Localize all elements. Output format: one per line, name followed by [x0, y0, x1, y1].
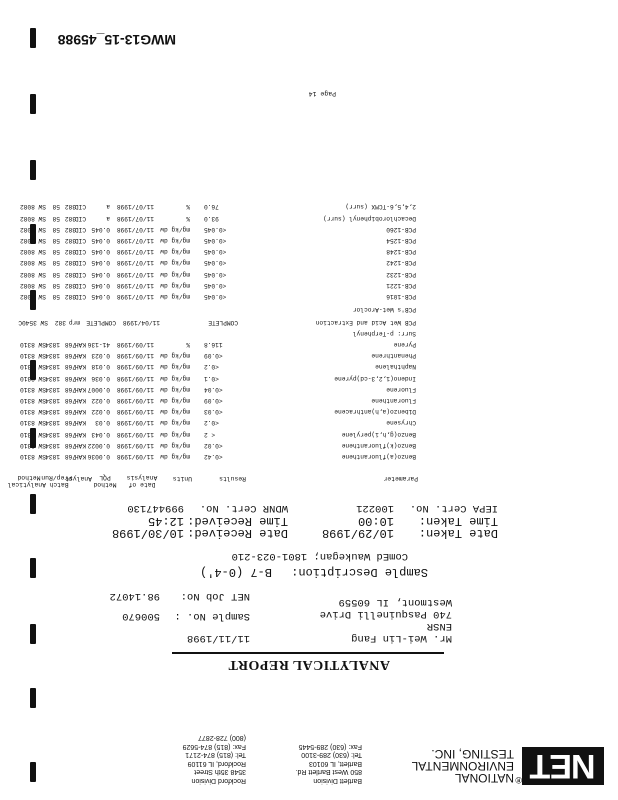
cell-param: Decachlorobiphenyl (surr) — [323, 214, 416, 222]
cell-param: Benzo(g,h,i)perylene — [341, 430, 416, 438]
cell-param: Chrysene — [386, 419, 416, 427]
cell-run: 1834 — [45, 419, 60, 427]
table-row — [0, 268, 618, 278]
cell-analytical-method: SW 8082 — [20, 281, 46, 289]
cell-run: 1834 — [45, 352, 60, 360]
cell-analysis-date: 11/07/1998 — [116, 281, 154, 289]
cell-analytical-method: SW 8310 — [20, 374, 46, 382]
address-line: Tel: (630) 289-3100 — [301, 751, 362, 759]
cell-units: mg/kg dw — [160, 441, 190, 449]
address-line: 3548 35th Street — [194, 768, 246, 776]
cell-analysis-date: 11/09/1998 — [116, 352, 154, 360]
cell-analytical-method: SW 8082 — [20, 237, 46, 244]
cell-result: <0.09 — [204, 352, 223, 360]
address-line: Bartlett Division — [313, 777, 362, 784]
cell-batch: 768 — [64, 352, 76, 360]
cell-analysis-date: 11/07/1998 — [116, 214, 154, 222]
time-taken-label: Time Taken: — [418, 514, 498, 528]
table-row — [0, 394, 618, 404]
cell-method-pql: 0.045 — [91, 259, 110, 267]
cell-run: 58 — [52, 237, 60, 244]
cell-units: % — [186, 341, 190, 348]
cell-param: PCB-1242 — [386, 259, 416, 267]
cell-result: <0.03 — [204, 408, 223, 416]
cell-units: mg/kg dw — [160, 363, 190, 371]
time-taken: 10:00 — [357, 514, 394, 528]
cell-analysis-date: 11/07/1998 — [116, 248, 154, 256]
pcb-extraction-batch: 382 — [54, 319, 66, 326]
address-line: 850 West Bartlett Rd. — [295, 768, 362, 776]
cell-method-pql: 0.03 — [95, 419, 110, 427]
cell-units: % — [186, 214, 190, 222]
cell-analysis-date: 11/07/1998 — [116, 259, 154, 267]
cell-batch: 768 — [64, 374, 76, 382]
cell-analysis-date: 11/07/1998 — [116, 203, 154, 211]
binder-hole-mark — [30, 624, 36, 644]
address-line: Rockford Division — [191, 777, 246, 784]
cell-units: mg/kg dw — [160, 453, 190, 460]
pcb-extraction-analyst: mrp — [68, 319, 80, 326]
registered-mark: ® — [515, 775, 522, 785]
cell-param: Dibenzo(a,h)anthracene — [334, 408, 416, 416]
cell-units: mg/kg dw — [160, 225, 190, 233]
table-row — [0, 245, 618, 255]
cell-analytical-method: SW 8082 — [20, 214, 46, 222]
cell-run: 58 — [52, 281, 60, 289]
sample-no: 500670 — [122, 610, 160, 622]
table-row — [0, 200, 618, 210]
cell-result: <0.045 — [204, 225, 227, 233]
cell-analysis-date: 11/07/1998 — [116, 225, 154, 233]
address-line: Rockford, IL 61109 — [187, 759, 246, 767]
table-row — [0, 360, 618, 370]
cell-units: mg/kg dw — [160, 397, 190, 404]
pcb-extraction-date: 11/04/1998 — [122, 319, 160, 326]
cell-run: 1834 — [45, 397, 60, 404]
cell-analysis-date: 11/07/1998 — [116, 237, 154, 244]
cell-analytical-method: SW 8082 — [20, 293, 46, 300]
header-parameter: Parameter — [383, 475, 418, 482]
cell-run: 58 — [52, 214, 60, 222]
pcb-extraction-result: COMPLETE — [208, 319, 238, 326]
cell-analyst: CID — [74, 270, 86, 278]
cell-run: 1834 — [45, 363, 60, 371]
cell-method-pql: 0.022 — [91, 408, 110, 416]
cell-result: 93.0 — [204, 214, 219, 222]
cell-analytical-method: SW 8310 — [20, 363, 46, 371]
report-title: ANALYTICAL REPORT — [228, 657, 390, 672]
cell-units: mg/kg dw — [160, 385, 190, 393]
cell-batch: 382 — [64, 281, 76, 289]
cell-method-pql: 0.045 — [91, 281, 110, 289]
cell-method-pql: 0.018 — [91, 363, 110, 371]
header-units: Units — [172, 475, 192, 482]
binder-hole-mark — [30, 688, 36, 708]
cell-analysis-date: 11/09/1998 — [116, 453, 154, 460]
cell-analytical-method: SW 8310 — [20, 408, 46, 416]
header-method-pql: Method PQL — [93, 474, 117, 488]
description-project: ComEd Waukegan; 1801-023-210 — [231, 550, 408, 562]
cell-batch: 768 — [64, 397, 76, 404]
cell-param: PCB-1260 — [386, 225, 416, 233]
table-row — [0, 439, 618, 449]
cell-analytical-method: SW 8082 — [20, 259, 46, 267]
cell-batch: 382 — [64, 248, 76, 256]
cell-run: 58 — [52, 270, 60, 278]
cell-units: mg/kg dw — [160, 352, 190, 360]
cell-analytical-method: SW 8310 — [20, 397, 46, 404]
table-row — [0, 428, 618, 438]
company-name — [412, 748, 514, 784]
company-name-line: ENVIRONMENTAL — [411, 759, 514, 773]
address-line: (800) 728-2877 — [198, 734, 246, 742]
cell-param: PCB-1221 — [386, 281, 416, 289]
cell-analysis-date: 11/09/1998 — [116, 374, 154, 382]
cell-run: 58 — [52, 225, 60, 233]
cell-analyst: CID — [74, 225, 86, 233]
cell-run: 1834 — [45, 408, 60, 416]
cell-analysis-date: 11/07/1998 — [116, 270, 154, 278]
recipient-name: Mr. Wei-Lin Fang — [351, 632, 452, 644]
cell-analysis-date: 11/09/1998 — [116, 419, 154, 427]
cell-analyst: CID — [74, 259, 86, 267]
company-name-line: NATIONAL — [454, 771, 514, 785]
cell-method-pql: 0.045 — [91, 293, 110, 300]
table-row — [0, 349, 618, 359]
company-name-line: TESTING, INC. — [431, 747, 514, 761]
wdnr-cert-no: 999447130 — [127, 502, 184, 514]
table-row — [0, 212, 618, 222]
cell-method-pql: 0.045 — [91, 248, 110, 256]
table-row — [0, 383, 618, 393]
office-address-bartlett — [296, 741, 362, 784]
cell-batch: 768 — [64, 430, 76, 438]
cell-analyst: KAH — [74, 397, 86, 404]
pcb-extraction-param: PCB Wet Acid and Extraction — [315, 319, 416, 326]
binder-hole-mark — [30, 762, 36, 782]
cell-result: <0.2 — [204, 363, 219, 371]
job-no: 98.14072 — [109, 590, 160, 602]
cell-analyst: KAH — [74, 441, 86, 449]
cell-run: 1834 — [45, 441, 60, 449]
cell-batch: 382 — [64, 203, 76, 211]
cell-result: 76.0 — [204, 203, 219, 211]
cell-result: <0.045 — [204, 259, 227, 267]
cell-run: 58 — [52, 248, 60, 256]
cell-result: <0.09 — [204, 397, 223, 404]
cell-analyst: KAH — [74, 453, 86, 460]
cell-param: Fluorene — [386, 385, 416, 393]
table-row — [0, 279, 618, 289]
cell-method-pql: 0.045 — [91, 225, 110, 233]
cell-units: mg/kg dw — [160, 293, 190, 300]
cell-analyst: KAH — [74, 352, 86, 360]
table-row — [0, 234, 618, 244]
cell-run: 1834 — [45, 341, 60, 348]
table-row — [0, 223, 618, 233]
table-row — [0, 450, 618, 460]
cell-method-pql: 0.045 — [91, 270, 110, 278]
table-row — [0, 416, 618, 426]
cell-units: mg/kg dw — [160, 430, 190, 438]
cell-analyst: CID — [74, 293, 86, 300]
cell-units: mg/kg dw — [160, 281, 190, 289]
cell-method-pql: 0.022 — [91, 397, 110, 404]
cell-method-pql: 0.036 — [91, 374, 110, 382]
pcb-extraction-method: SW 3540C — [18, 319, 48, 326]
cell-method-pql: 0.0022 — [87, 441, 110, 449]
cell-analyst: KAH — [74, 408, 86, 416]
cell-analyst: CID — [74, 214, 86, 222]
cell-method-pql: 0.023 — [91, 352, 110, 360]
cell-result: <0.02 — [204, 441, 223, 449]
page-label: Page 14 — [308, 90, 336, 97]
cell-analyst: CID — [74, 248, 86, 256]
cell-batch: 768 — [64, 453, 76, 460]
cell-method-pql: 0.0007 — [87, 385, 110, 393]
cell-units: mg/kg dw — [160, 237, 190, 244]
date-received-label: Date Received: — [187, 526, 288, 540]
cell-analyst: KAH — [74, 419, 86, 427]
cell-analyst: KAH — [74, 363, 86, 371]
cell-analytical-method: SW 8310 — [20, 419, 46, 427]
recipient-street: 740 Pasquinelli Drive — [319, 608, 452, 620]
cell-result: <0.1 — [204, 374, 219, 382]
cell-param: Pyrene — [393, 341, 416, 348]
cell-analysis-date: 11/09/1998 — [116, 430, 154, 438]
cell-units: mg/kg dw — [160, 259, 190, 267]
net-logo — [522, 747, 604, 785]
cell-analytical-method: SW 8082 — [20, 203, 46, 211]
time-received-label: Time Received: — [187, 514, 288, 528]
cell-run: 1834 — [45, 385, 60, 393]
cell-batch: 382 — [64, 270, 76, 278]
cell-batch: 768 — [64, 441, 76, 449]
cell-analysis-date: 11/09/1998 — [116, 385, 154, 393]
cell-method-pql: 0.043 — [91, 430, 110, 438]
iepa-cert-label: IEPA Cert. No. — [409, 502, 498, 514]
cell-method-pql: 0.0036 — [87, 453, 110, 460]
cell-analysis-date: 11/09/1998 — [116, 408, 154, 416]
cell-batch: 382 — [64, 214, 76, 222]
cell-analyst: KAH — [74, 385, 86, 393]
cell-analytical-method: SW 8082 — [20, 270, 46, 278]
cell-run: 58 — [52, 259, 60, 267]
office-address-rockford — [183, 732, 246, 784]
cell-param: Benzo(a)fluoranthene — [341, 453, 416, 460]
cell-result: <0.045 — [204, 281, 227, 289]
cell-batch: 768 — [64, 385, 76, 393]
cell-units: mg/kg dw — [160, 270, 190, 278]
wdnr-cert-label: WDNR Cert. No. — [199, 502, 288, 514]
cell-analysis-date: 11/09/1998 — [116, 441, 154, 449]
cell-result: <0.045 — [204, 270, 227, 278]
address-line: Tel: (815) 874-2171 — [185, 751, 246, 759]
cell-units: mg/kg dw — [160, 408, 190, 416]
table-row — [0, 327, 618, 337]
cell-param: Benzo(k)fluoranthene — [341, 441, 416, 449]
cell-analytical-method: SW 8310 — [20, 430, 46, 438]
cell-analyst: CID — [74, 237, 86, 244]
binder-hole-mark — [30, 28, 36, 48]
table-row — [0, 338, 618, 348]
recipient-org: ENSR — [426, 620, 452, 632]
cell-units: mg/kg dw — [160, 419, 190, 427]
sample-no-label: Sample No. : — [174, 610, 250, 622]
report-date: 11/11/1998 — [186, 632, 250, 644]
cell-result: < 2 — [204, 430, 216, 438]
cell-batch: 382 — [64, 259, 76, 267]
cell-param: Surr: p-Terphenyl — [352, 329, 416, 337]
cell-result: <0.2 — [204, 419, 219, 427]
cell-analytical-method: SW 8082 — [20, 225, 46, 233]
header-analyst: Analyst — [65, 475, 92, 482]
pcb-subheader: PCB's Wet-Aroclor — [352, 306, 416, 313]
recipient-city: Westmont, IL 60559 — [338, 596, 452, 608]
title-underline — [172, 652, 444, 654]
cell-param: PCB-1248 — [386, 248, 416, 256]
cell-analytical-method: SW 8310 — [20, 453, 46, 460]
cell-param: Naphthalene — [375, 363, 416, 371]
pcb-extraction-status: COMPLETE — [86, 319, 116, 326]
cell-analytical-method: SW 8310 — [20, 352, 46, 360]
cell-analysis-date: 11/09/1998 — [116, 397, 154, 404]
cell-param: Indeno(1,2,3-cd)pyrene — [334, 374, 416, 382]
cell-param: 2,4,5,6-TCMX (surr) — [345, 203, 416, 211]
cell-param: Fluoranthene — [371, 397, 416, 404]
cell-analytical-method: SW 8310 — [20, 441, 46, 449]
cell-method-pql: a — [106, 214, 110, 222]
iepa-cert-no: 100221 — [356, 502, 394, 514]
cell-analysis-date: 11/09/1998 — [116, 363, 154, 371]
binder-hole-mark — [30, 494, 36, 514]
date-taken-label: Date Taken: — [418, 526, 498, 540]
job-no-label: NET Job No: — [180, 590, 250, 602]
cell-run: 1834 — [45, 430, 60, 438]
time-received: 12:45 — [147, 514, 184, 528]
cell-analyst: KAH — [74, 374, 86, 382]
binder-hole-mark — [30, 558, 36, 578]
cell-analyst: CID — [74, 281, 86, 289]
header-batch: Batch Prep/Run — [41, 474, 72, 488]
cell-param: PCB-1016 — [386, 293, 416, 300]
header-analytical-method: Analytical Method — [7, 474, 46, 488]
table-row — [0, 290, 618, 300]
date-received: 10/30/1998 — [111, 526, 184, 540]
address-line: Fax: (630) 289-5445 — [298, 742, 362, 750]
cell-units: mg/kg dw — [160, 248, 190, 256]
cell-analysis-date: 11/07/1998 — [116, 293, 154, 300]
cell-batch: 768 — [64, 408, 76, 416]
header-date-of-analysis: Date of Analysis — [126, 474, 158, 488]
cell-param: Phenanthrene — [371, 352, 416, 360]
cell-batch: 768 — [64, 363, 76, 371]
date-taken: 10/29/1998 — [321, 526, 394, 540]
header-results: Results — [219, 475, 246, 482]
cell-analytical-method: SW 8082 — [20, 248, 46, 256]
cell-result: 116.8 — [204, 341, 223, 348]
cell-analytical-method: SW 8310 — [20, 341, 46, 348]
binder-hole-mark — [30, 94, 36, 114]
binder-hole-mark — [30, 160, 36, 180]
cell-result: <0.045 — [204, 237, 227, 244]
cell-run: 1834 — [45, 374, 60, 382]
description-value: B-7 (0-4') — [199, 565, 272, 579]
cell-result: <0.42 — [204, 453, 223, 460]
cell-run: 58 — [52, 293, 60, 300]
table-row — [0, 372, 618, 382]
cell-method-pql: 0.045 — [91, 237, 110, 244]
cell-units: mg/kg dw — [160, 374, 190, 382]
address-line: Bartlett, IL 60103 — [308, 759, 362, 767]
cell-method-pql: a — [106, 203, 110, 211]
cell-method-pql: 41-136 — [87, 341, 110, 348]
table-row — [0, 405, 618, 415]
document-stamp: MWG13-15_45988 — [57, 32, 176, 48]
cell-batch: 382 — [64, 293, 76, 300]
cell-analyst: CID — [74, 203, 86, 211]
cell-param: PCB-1254 — [386, 237, 416, 244]
cell-param: PCB-1232 — [386, 270, 416, 278]
table-row — [0, 256, 618, 266]
cell-batch: 382 — [64, 237, 76, 244]
description-label: Sample Description: — [291, 565, 428, 579]
cell-analyst: KAH — [74, 341, 86, 348]
cell-result: <0.04 — [204, 385, 223, 393]
cell-analyst: KAH — [74, 430, 86, 438]
cell-batch: 382 — [64, 225, 76, 233]
address-line: Fax: (815) 874-5629 — [182, 742, 246, 750]
cell-run: 58 — [52, 203, 60, 211]
cell-batch: 768 — [64, 419, 76, 427]
cell-run: 1834 — [45, 453, 60, 460]
cell-batch: 768 — [64, 341, 76, 348]
cell-result: <0.045 — [204, 293, 227, 300]
cell-analysis-date: 11/09/1998 — [116, 341, 154, 348]
cell-analytical-method: SW 8310 — [20, 385, 46, 393]
logo-text: NET — [530, 747, 596, 785]
cell-result: <0.045 — [204, 248, 227, 256]
cell-units: % — [186, 203, 190, 211]
